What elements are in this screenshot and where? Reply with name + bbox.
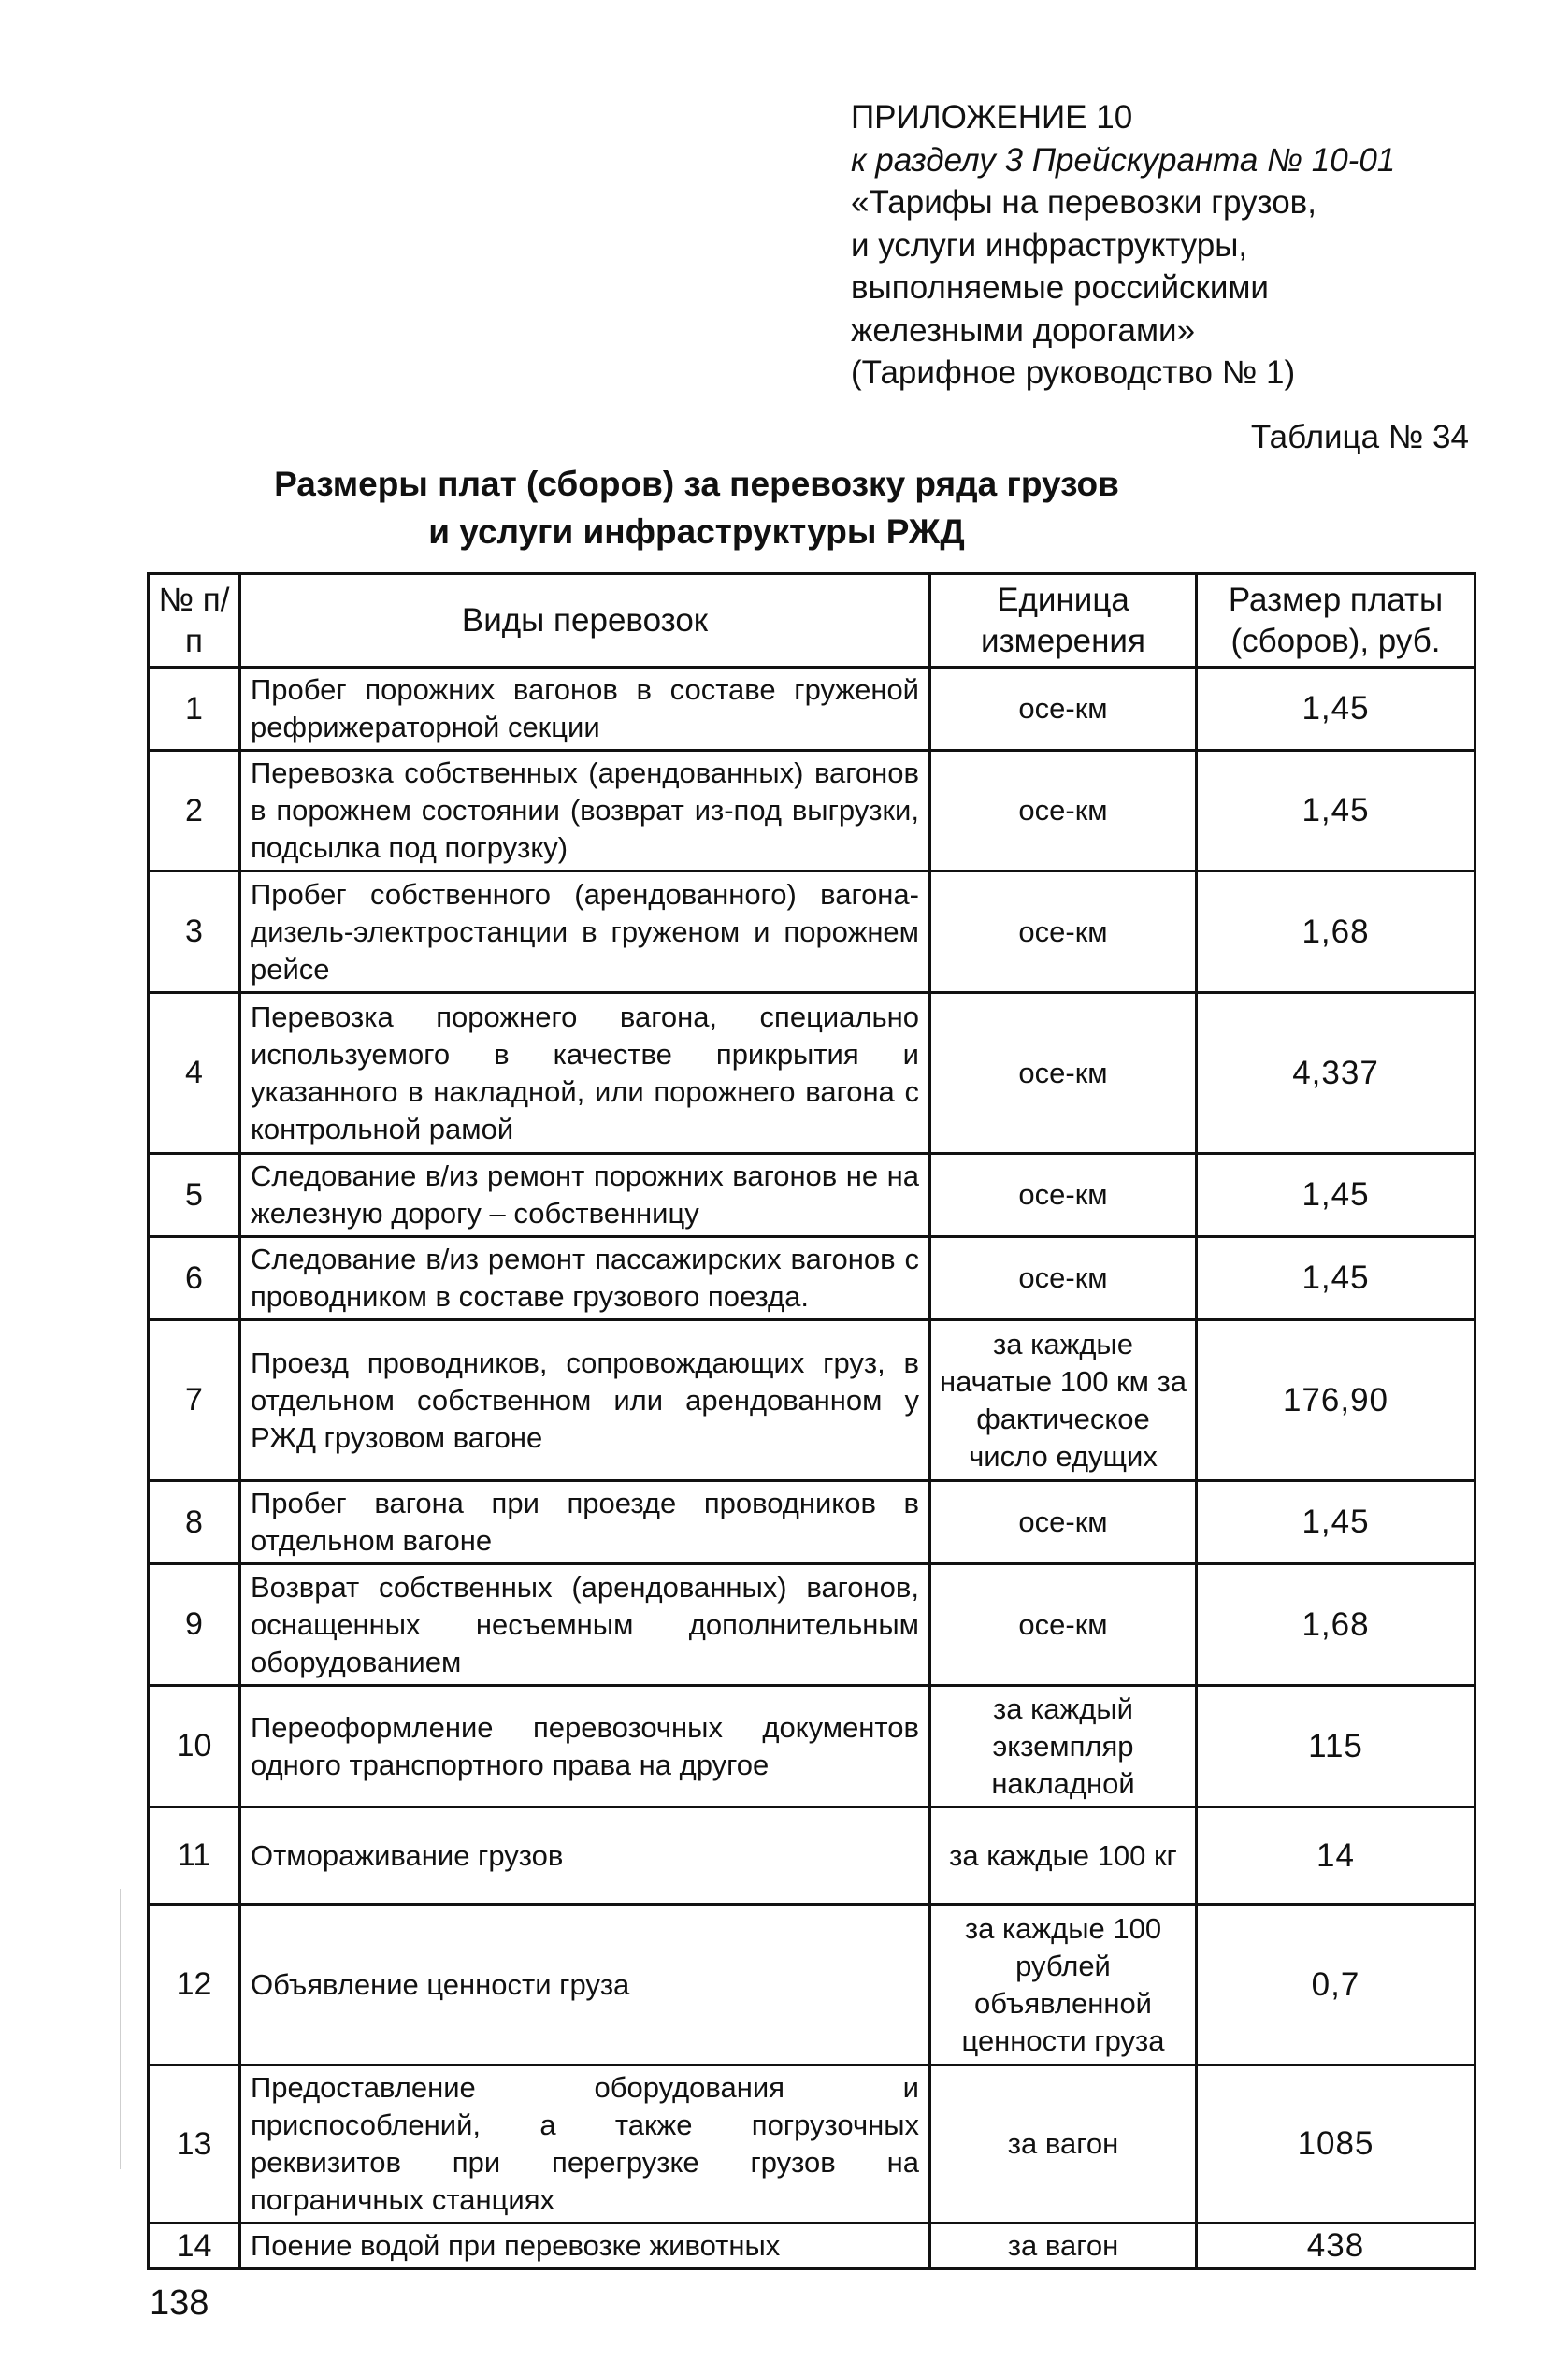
row-fee: 1,68 bbox=[1197, 1564, 1475, 1686]
table-row bbox=[149, 2224, 1475, 2269]
header-kind: Виды перевозок bbox=[240, 574, 930, 668]
row-fee: 14 bbox=[1197, 1807, 1475, 1905]
table-title-line: и услуги инфраструктуры РЖД bbox=[428, 512, 965, 551]
table-row bbox=[149, 1154, 1475, 1237]
row-fee: 1085 bbox=[1197, 2066, 1475, 2224]
row-number: 4 bbox=[149, 993, 240, 1154]
table-row bbox=[149, 871, 1475, 993]
row-fee: 1,45 bbox=[1197, 1481, 1475, 1564]
tariff-table bbox=[147, 572, 1476, 2270]
margin-rule bbox=[120, 1889, 121, 2169]
row-fee: 176,90 bbox=[1197, 1320, 1475, 1481]
appendix-line: ПРИЛОЖЕНИЕ 10 bbox=[851, 99, 1133, 136]
row-number: 1 bbox=[149, 668, 240, 751]
page-number: 138 bbox=[150, 2283, 209, 2323]
row-unit: за каждые 100 кг bbox=[930, 1807, 1197, 1905]
row-description: Проезд проводников, сопровождающих груз, в отдельном собственном или арендованном у РЖД грузовом вагоне bbox=[240, 1320, 930, 1481]
row-description: Отмораживание грузов bbox=[240, 1807, 930, 1905]
row-fee: 115 bbox=[1197, 1686, 1475, 1807]
appendix-line: (Тарифное руководство № 1) bbox=[851, 354, 1296, 391]
row-unit: за каждые начатые 100 км за фактическое число едущих bbox=[930, 1320, 1197, 1481]
row-number: 9 bbox=[149, 1564, 240, 1686]
row-number: 2 bbox=[149, 751, 240, 871]
table-row bbox=[149, 1905, 1475, 2066]
row-unit: осе-км bbox=[930, 1154, 1197, 1237]
row-fee: 1,45 bbox=[1197, 1237, 1475, 1320]
appendix-line: и услуги инфраструктуры, bbox=[851, 226, 1248, 264]
table-title bbox=[140, 460, 1253, 555]
table-row bbox=[149, 668, 1475, 751]
table-row bbox=[149, 1807, 1475, 1905]
row-unit: осе-км bbox=[930, 871, 1197, 993]
row-number: 6 bbox=[149, 1237, 240, 1320]
row-unit: осе-км bbox=[930, 993, 1197, 1154]
row-unit: осе-км bbox=[930, 668, 1197, 751]
table-row bbox=[149, 1237, 1475, 1320]
row-description: Перевозка собственных (арендованных) вагонов в порожнем состоянии (возврат из-под выгрузки, подсылка под погрузку) bbox=[240, 751, 930, 871]
row-description: Предоставление оборудования и приспособлений, а также погрузочных реквизитов при перегрузке грузов на пограничных станциях bbox=[240, 2066, 930, 2224]
appendix-line: «Тарифы на перевозки грузов, bbox=[851, 184, 1316, 221]
row-description: Пробег собственного (арендованного) вагона-дизель-электростанции в груженом и порожнем рейсе bbox=[240, 871, 930, 993]
row-unit: за каждый экземпляр накладной bbox=[930, 1686, 1197, 1807]
table-row bbox=[149, 751, 1475, 871]
row-description: Поение водой при перевозке животных bbox=[240, 2224, 930, 2269]
row-unit: осе-км bbox=[930, 1481, 1197, 1564]
row-description: Следование в/из ремонт порожних вагонов не на железную дорогу – собственницу bbox=[240, 1154, 930, 1237]
row-number: 12 bbox=[149, 1905, 240, 2066]
table-row bbox=[149, 1481, 1475, 1564]
row-description: Переоформление перевозочных документов одного транспортного права на другое bbox=[240, 1686, 930, 1807]
table-row bbox=[149, 2066, 1475, 2224]
table-header-row bbox=[149, 574, 1475, 668]
table-row bbox=[149, 1686, 1475, 1807]
table-row bbox=[149, 1320, 1475, 1481]
header-unit: Единица измерения bbox=[930, 574, 1197, 668]
row-number: 7 bbox=[149, 1320, 240, 1481]
table-title-line: Размеры плат (сборов) за перевозку ряда грузов bbox=[274, 465, 1119, 503]
header-number: № п/п bbox=[149, 574, 240, 668]
row-fee: 1,45 bbox=[1197, 751, 1475, 871]
row-description: Объявление ценности груза bbox=[240, 1905, 930, 2066]
row-fee: 0,7 bbox=[1197, 1905, 1475, 2066]
table-row bbox=[149, 1564, 1475, 1686]
row-description: Перевозка порожнего вагона, специально используемого в качестве прикрытия и указанного в накладной, или порожнего вагона с контрольной рамой bbox=[240, 993, 930, 1154]
row-unit: за каждые 100 рублей объявленной ценности груза bbox=[930, 1905, 1197, 2066]
row-description: Возврат собственных (арендованных) вагонов, оснащенных несъемным дополнительным оборудованием bbox=[240, 1564, 930, 1686]
row-fee: 1,68 bbox=[1197, 871, 1475, 993]
row-number: 8 bbox=[149, 1481, 240, 1564]
appendix-line: железными дорогами» bbox=[851, 311, 1196, 349]
row-unit: осе-км bbox=[930, 1237, 1197, 1320]
row-number: 10 bbox=[149, 1686, 240, 1807]
row-unit: осе-км bbox=[930, 751, 1197, 871]
row-description: Пробег порожних вагонов в составе груженой рефрижераторной секции bbox=[240, 668, 930, 751]
appendix-header bbox=[851, 96, 1524, 395]
row-number: 11 bbox=[149, 1807, 240, 1905]
row-fee: 438 bbox=[1197, 2224, 1475, 2269]
row-fee: 1,45 bbox=[1197, 1154, 1475, 1237]
row-number: 3 bbox=[149, 871, 240, 993]
table-row bbox=[149, 993, 1475, 1154]
table-number: Таблица № 34 bbox=[1250, 419, 1469, 455]
appendix-line: выполняемые российскими bbox=[851, 269, 1269, 306]
row-unit: за вагон bbox=[930, 2066, 1197, 2224]
row-number: 5 bbox=[149, 1154, 240, 1237]
appendix-line: к разделу 3 Прейскуранта № 10-01 bbox=[851, 141, 1396, 179]
row-fee: 1,45 bbox=[1197, 668, 1475, 751]
row-unit: за вагон bbox=[930, 2224, 1197, 2269]
row-fee: 4,337 bbox=[1197, 993, 1475, 1154]
row-description: Следование в/из ремонт пассажирских вагонов с проводником в составе грузового поезда. bbox=[240, 1237, 930, 1320]
row-unit: осе-км bbox=[930, 1564, 1197, 1686]
row-description: Пробег вагона при проезде проводников в отдельном вагоне bbox=[240, 1481, 930, 1564]
header-fee: Размер платы (сборов), руб. bbox=[1197, 574, 1475, 668]
row-number: 13 bbox=[149, 2066, 240, 2224]
row-number: 14 bbox=[149, 2224, 240, 2269]
